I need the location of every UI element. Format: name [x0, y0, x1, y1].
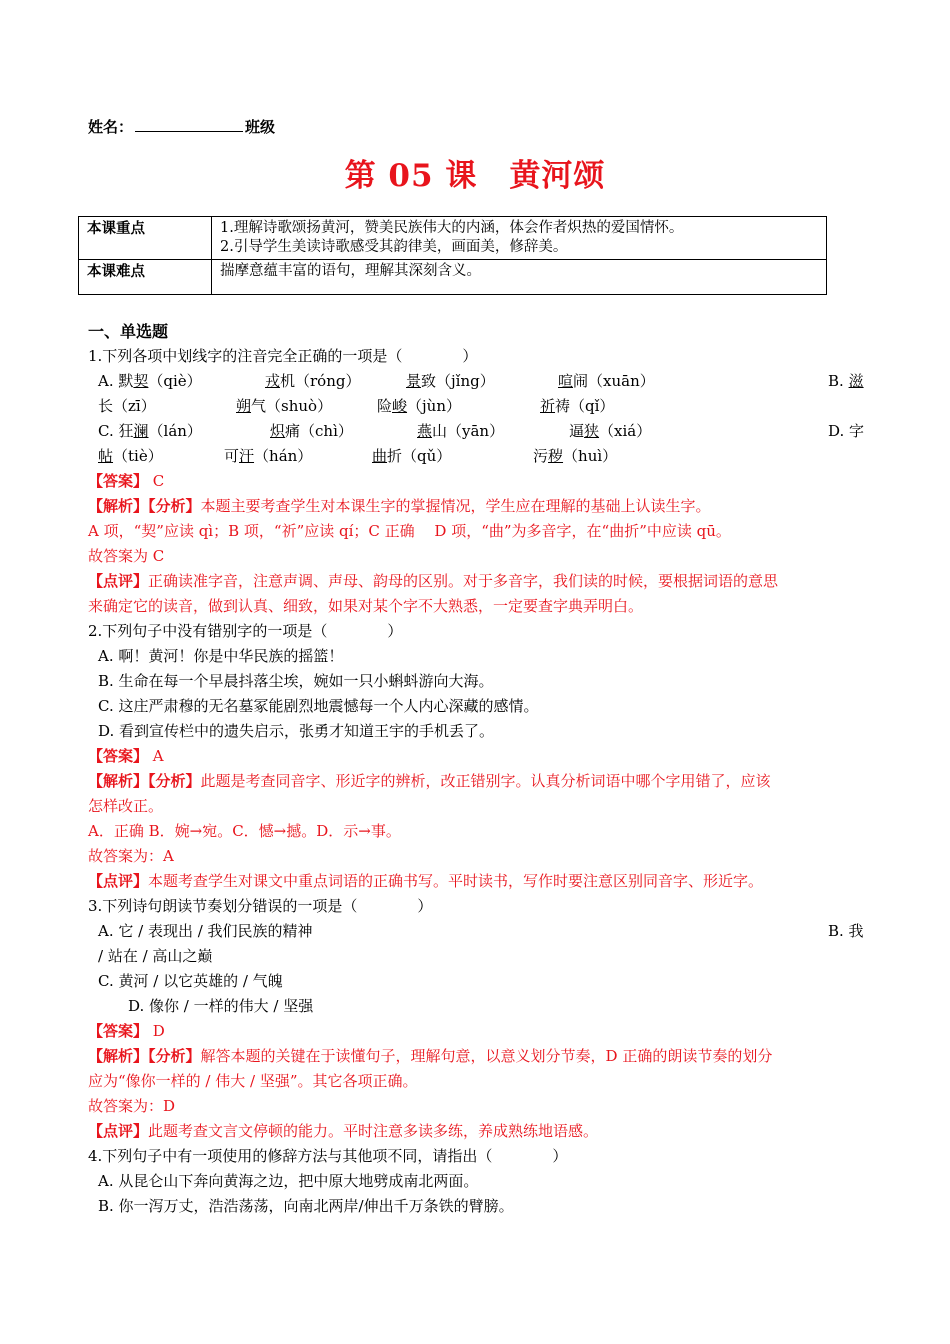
q1-d-item-4: 污秽（huì）: [533, 447, 618, 465]
name-label: 姓名：: [88, 118, 134, 136]
q2-conclusion: 故答案为：A: [88, 847, 174, 865]
q3-analysis-cont: 应为“像你一样的 / 伟大 / 坚强”。其它各项正确。: [88, 1072, 418, 1090]
q1-answer: 【答案】 C: [88, 472, 165, 490]
q1-d-item-1: 帖（tiè）: [98, 447, 163, 465]
q1-option-d: D. 字: [828, 422, 865, 440]
q1-a-item-4: 喧闹（xuān）: [558, 372, 655, 390]
q3-option-b-cont: / 站在 / 高山之巅: [98, 947, 213, 965]
q1-analysis: 【解析】【分析】本题主要考查学生对本课生字的掌握情况，学生应在理解的基础上认读生字。: [88, 497, 711, 515]
key-point-2: 2.引导学生美读诗歌感受其韵律美，画面美，修辞美。: [220, 239, 568, 255]
class-label: 班级: [245, 118, 276, 136]
page-title: 第 05 课 黄河颂: [344, 158, 606, 194]
q1-b-item-2: 朔气（shuò）: [236, 397, 333, 415]
q1-option-b: B. 滋: [828, 372, 864, 390]
q1-a-item-2: 戎机（róng）: [265, 372, 361, 390]
q3-option-c: C. 黄河 / 以它英雄的 / 气魄: [98, 972, 283, 990]
key-points-cell: [212, 217, 827, 260]
focus-table: [78, 216, 827, 295]
q1-c-item-3: 燕山（yān）: [417, 422, 505, 440]
q2-stem: 2.下列句子中没有错别字的一项是（ ）: [88, 622, 403, 640]
q1-comment: 【点评】正确读准字音，注意声调、声母、韵母的区别。对于多音字，我们读的时候，要根据词语的意思: [88, 572, 779, 590]
name-blank[interactable]: [135, 117, 243, 132]
q1-conclusion: 故答案为 C: [88, 547, 165, 565]
q1-option-c: C. 狂澜（lán）: [98, 422, 202, 440]
q3-analysis: 【解析】【分析】解答本题的关键在于读懂句子，理解句意，以意义划分节奏，D 正确的朗读节奏的划分: [88, 1047, 773, 1065]
q3-stem: 3.下列诗句朗读节奏划分错误的一项是（ ）: [88, 897, 433, 915]
key-points-label: 本课重点: [79, 217, 212, 260]
q2-answer: 【答案】 A: [88, 747, 164, 765]
q1-a-item-3: 景致（jǐng）: [406, 372, 495, 390]
section-title: 一、单选题: [88, 322, 169, 341]
q4-option-b: B. 你一泻万丈，浩浩荡荡，向南北两岸/伸出千万条铁的臂膀。: [98, 1197, 514, 1215]
q1-stem: 1.下列各项中划线字的注音完全正确的一项是（ ）: [88, 347, 478, 365]
q1-b-item-1: 长（zī）: [98, 397, 156, 415]
q1-analysis-detail: A 项，“契”应读 qì；B 项，“祈”应读 qí；C 正确 D 项，“曲”为多音字，在“曲折”中应读 qū。: [88, 522, 731, 540]
difficulty-label: 本课难点: [79, 260, 212, 295]
q3-option-a: A. 它 / 表现出 / 我们民族的精神: [98, 922, 313, 940]
q2-option-c: C. 这庄严肃穆的无名墓冢能剧烈地震憾每一个人内心深藏的感情。: [98, 697, 539, 715]
q1-b-item-4: 祈祷（qǐ）: [540, 397, 615, 415]
q3-answer: 【答案】 D: [88, 1022, 165, 1040]
q2-option-b: B. 生命在每一个早晨抖落尘埃，婉如一只小蝌蚪游向大海。: [98, 672, 494, 690]
q4-option-a: A. 从昆仑山下奔向黄海之边，把中原大地劈成南北两面。: [98, 1172, 479, 1190]
q1-c-item-2: 炽痛（chì）: [270, 422, 353, 440]
q1-d-item-3: 曲折（qǔ）: [372, 447, 452, 465]
q2-comment: 【点评】本题考查学生对课文中重点词语的正确书写。平时读书，写作时要注意区别同音字、形近字。: [88, 872, 764, 890]
q3-option-d: D. 像你 / 一样的伟大 / 坚强: [128, 997, 314, 1015]
q1-b-item-3: 险峻（jùn）: [377, 397, 462, 415]
q2-option-a: A. 啊！黄河！你是中华民族的摇篮！: [98, 647, 344, 665]
q3-comment: 【点评】此题考查文言文停顿的能力。平时注意多读多练，养成熟练地语感。: [88, 1122, 599, 1140]
q2-option-d: D. 看到宣传栏中的遗失启示，张勇才知道王宇的手机丢了。: [98, 722, 495, 740]
q1-comment-cont: 来确定它的读音，做到认真、细致，如果对某个字不大熟悉，一定要查字典弄明白。: [88, 597, 644, 615]
q1-d-item-2: 可汗（hán）: [224, 447, 313, 465]
q2-analysis: 【解析】【分析】此题是考查同音字、形近字的辨析，改正错别字。认真分析词语中哪个字用错了，应该: [88, 772, 771, 790]
q2-analysis-cont: 怎样改正。: [88, 797, 164, 815]
name-class-line: [88, 117, 275, 137]
difficulty-text: 揣摩意蕴丰富的语句，理解其深刻含义。: [212, 260, 827, 295]
q3-conclusion: 故答案为：D: [88, 1097, 176, 1115]
key-point-1: 1.理解诗歌颂扬黄河，赞美民族伟大的内涵，体会作者炽热的爱国情怀。: [220, 220, 684, 236]
q1-option-a: A. 默契（qiè）: [98, 372, 202, 390]
q1-c-item-4: 逼狭（xiá）: [569, 422, 652, 440]
q2-analysis-detail: A．正确 B．婉→宛。C．憾→撼。D．示→事。: [88, 822, 401, 840]
q3-option-b: B. 我: [828, 922, 864, 940]
q4-stem: 4.下列句子中有一项使用的修辞方法与其他项不同，请指出（ ）: [88, 1147, 568, 1165]
